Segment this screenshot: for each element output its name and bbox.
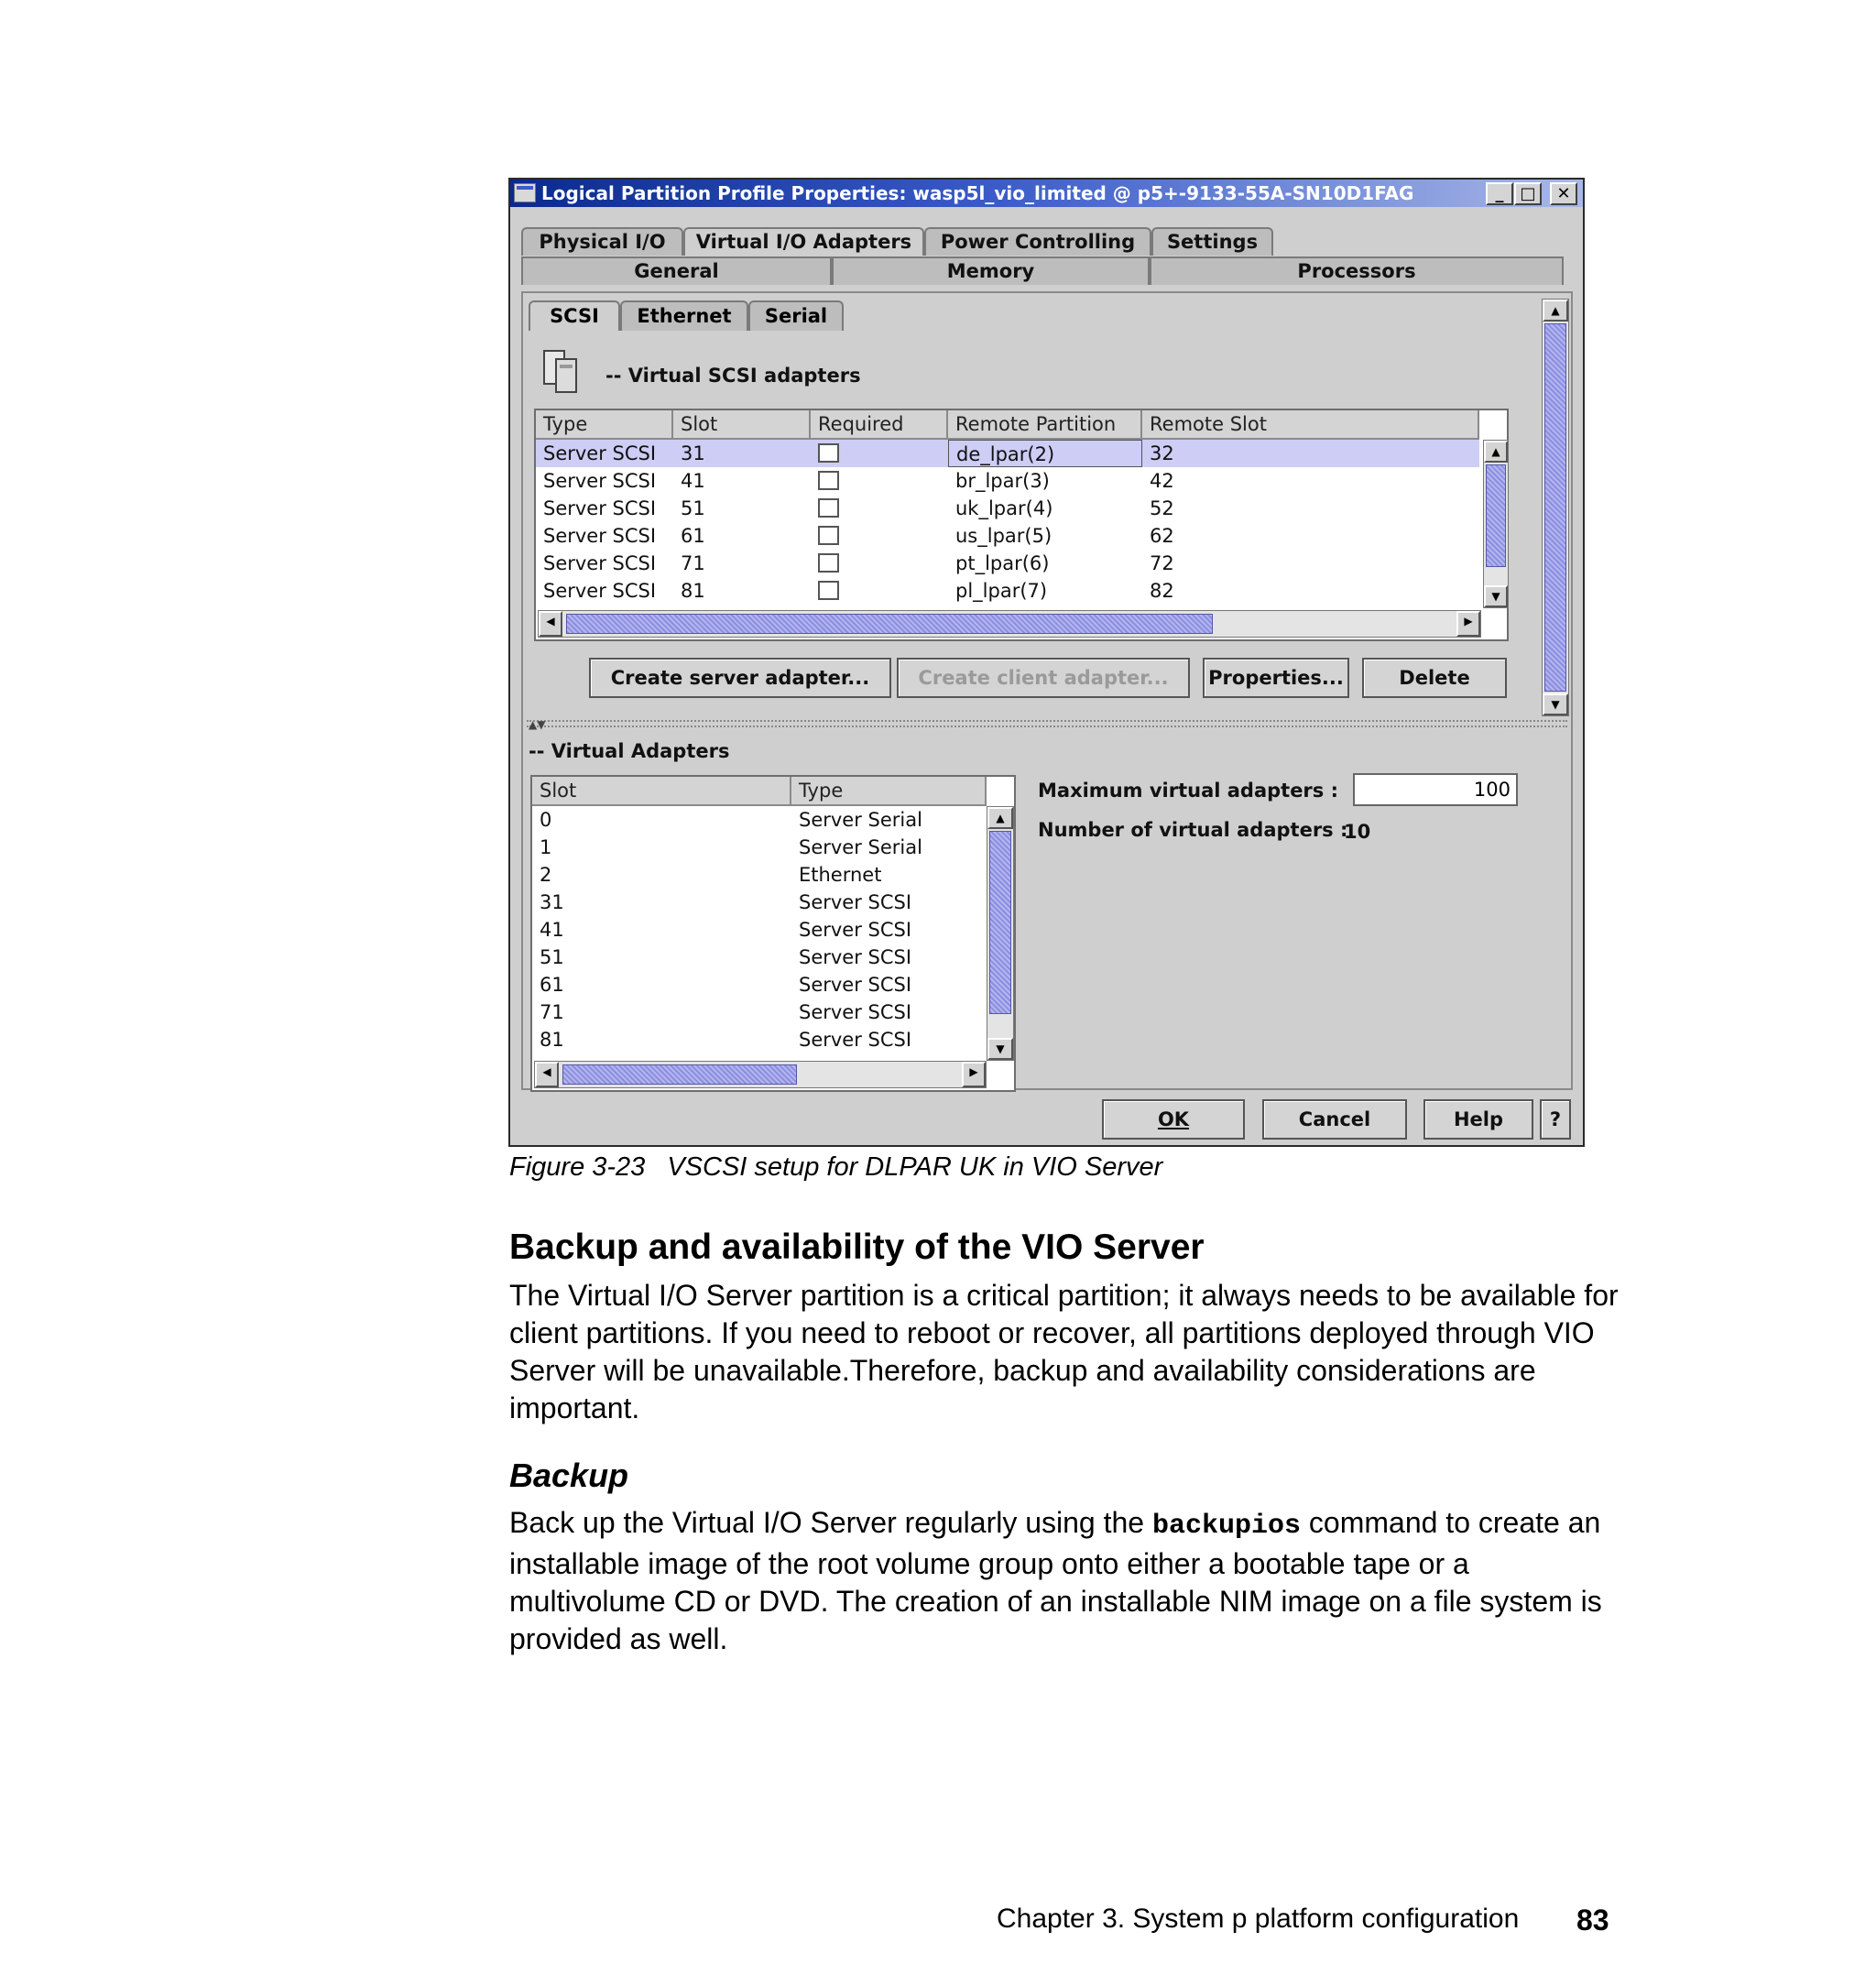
cell-slot: 61 <box>540 974 564 996</box>
tab-general[interactable]: General <box>521 256 832 285</box>
max-adapters-input[interactable]: 100 <box>1353 773 1518 806</box>
virtual-io-panel <box>521 291 1573 1090</box>
cell-slot: 0 <box>540 809 552 831</box>
partition-profile-dialog <box>508 178 1585 1147</box>
profile-tabs-top <box>521 227 1273 256</box>
scroll-left-icon[interactable]: ◀ <box>539 611 562 637</box>
cell-slot: 2 <box>540 864 552 886</box>
cell-type: Server SCSI <box>799 974 912 996</box>
cell-required <box>811 440 948 467</box>
cell-remote-slot: 62 <box>1150 525 1174 547</box>
cell-type: Server SCSI <box>543 497 657 519</box>
create-client-adapter-button[interactable]: Create client adapter... <box>897 658 1190 698</box>
cell-type: Server SCSI <box>543 442 657 464</box>
cell-remote-partition: uk_lpar(4) <box>955 497 1053 519</box>
scroll-right-icon[interactable]: ▶ <box>1456 611 1480 637</box>
cell-required <box>811 522 948 550</box>
num-adapters-value: 10 <box>1344 821 1371 843</box>
cell-type: Server SCSI <box>799 1001 912 1023</box>
scroll-up-icon[interactable]: ▲ <box>1484 441 1508 463</box>
cell-slot: 1 <box>540 836 552 858</box>
figure-caption <box>509 1152 1162 1183</box>
section-heading: Backup and availability of the VIO Server <box>509 1228 1205 1267</box>
col-type[interactable]: Type <box>791 777 987 806</box>
scsi-adapter-icon <box>543 350 571 387</box>
adapter-subtabs <box>529 300 844 331</box>
cell-slot: 71 <box>540 1001 564 1023</box>
cell-slot: 71 <box>681 552 705 574</box>
minimize-button[interactable]: _ <box>1486 182 1513 205</box>
cell-remote-partition: de_lpar(2) <box>948 440 1142 467</box>
tab-memory[interactable]: Memory <box>832 256 1150 285</box>
num-adapters-label: Number of virtual adapters : <box>1038 819 1348 841</box>
table-row[interactable] <box>536 495 1479 522</box>
tab-power-controlling[interactable]: Power Controlling <box>924 227 1151 256</box>
subtab-serial[interactable]: Serial <box>748 300 844 331</box>
cell-slot: 81 <box>681 580 705 602</box>
required-checkbox[interactable] <box>818 526 839 545</box>
col-type[interactable]: Type <box>536 410 673 440</box>
properties-button[interactable]: Properties... <box>1203 658 1349 698</box>
adapters-table-header <box>532 777 987 806</box>
scsi-adapters-table <box>534 409 1509 641</box>
split-pane-divider[interactable] <box>527 720 1567 727</box>
cell-remote-slot: 42 <box>1150 470 1174 492</box>
col-remote-slot[interactable]: Remote Slot <box>1142 410 1479 440</box>
scsi-table-header <box>536 410 1479 440</box>
col-required[interactable]: Required <box>811 410 948 440</box>
cell-slot: 51 <box>681 497 705 519</box>
scroll-thumb[interactable] <box>1486 464 1506 567</box>
cell-remote-partition: pl_lpar(7) <box>955 580 1048 602</box>
tab-settings[interactable]: Settings <box>1151 227 1273 256</box>
cell-remote-slot: 32 <box>1150 442 1174 464</box>
backupios-command: backupios <box>1151 1511 1302 1542</box>
cell-slot: 61 <box>681 525 705 547</box>
col-remote-partition[interactable]: Remote Partition <box>948 410 1142 440</box>
scsi-table-vscrollbar[interactable] <box>1483 440 1509 608</box>
maximize-button[interactable]: □ <box>1514 182 1542 205</box>
subtab-scsi[interactable]: SCSI <box>529 300 620 331</box>
scroll-thumb[interactable] <box>566 614 1213 634</box>
table-row[interactable] <box>532 834 987 861</box>
cell-remote-partition: pt_lpar(6) <box>955 552 1050 574</box>
virtual-adapters-label: -- Virtual Adapters <box>529 740 730 762</box>
cell-type: Ethernet <box>799 864 882 886</box>
table-row[interactable] <box>536 467 1479 495</box>
cell-remote-slot: 82 <box>1150 580 1174 602</box>
table-row[interactable] <box>536 577 1479 605</box>
intro-paragraph: The Virtual I/O Server partition is a critical partition; it always needs to be available for client partitions. If you need to reboot or recover, all partitions deployed through VIO Server will be unavailable.Therefore, backup and availability considerations are important. <box>509 1279 1619 1424</box>
table-row[interactable] <box>532 944 987 971</box>
cell-required <box>811 577 948 605</box>
scroll-up-icon[interactable]: ▲ <box>1543 300 1568 322</box>
figure-title: VSCSI setup for DLPAR UK in VIO Server <box>667 1152 1163 1182</box>
table-row[interactable] <box>532 1026 987 1053</box>
cell-slot: 31 <box>540 891 564 913</box>
cell-remote-slot: 52 <box>1150 497 1174 519</box>
table-row[interactable] <box>532 806 987 834</box>
table-row[interactable] <box>532 861 987 889</box>
figure-number: Figure 3-23 <box>509 1152 646 1182</box>
table-row[interactable] <box>532 916 987 944</box>
dialog-title: Logical Partition Profile Properties: wasp5l_vio_limited @ p5+-9133-55A-SN10D1FAG <box>541 182 1414 204</box>
window-icon <box>514 183 536 202</box>
table-row[interactable] <box>536 522 1479 550</box>
tab-processors[interactable]: Processors <box>1150 256 1564 285</box>
help-button[interactable]: Help <box>1423 1099 1533 1140</box>
profile-tabs-bottom <box>521 256 1564 285</box>
required-checkbox[interactable] <box>818 443 839 463</box>
subsection-heading: Backup <box>509 1457 629 1494</box>
split-arrows-icon[interactable]: ▲▼ <box>529 718 546 731</box>
cell-remote-slot: 72 <box>1150 552 1174 574</box>
scroll-down-icon[interactable]: ▼ <box>1543 693 1568 715</box>
cell-slot: 31 <box>681 442 705 464</box>
scroll-thumb[interactable] <box>1544 323 1566 692</box>
cell-type: Server SCSI <box>799 946 912 968</box>
required-checkbox[interactable] <box>818 498 839 518</box>
cell-type: Server Serial <box>799 836 922 858</box>
cell-type: Server SCSI <box>543 525 657 547</box>
context-help-button[interactable]: ? <box>1540 1099 1571 1140</box>
scroll-left-icon[interactable]: ◀ <box>535 1062 559 1087</box>
cell-required <box>811 550 948 577</box>
cell-remote-partition: us_lpar(5) <box>955 525 1053 547</box>
cell-slot: 51 <box>540 946 564 968</box>
scsi-section-label: -- Virtual SCSI adapters <box>605 365 861 387</box>
panel-vscrollbar[interactable] <box>1542 299 1569 716</box>
cell-slot: 81 <box>540 1029 564 1051</box>
backup-text-before: Back up the Virtual I/O Server regularly using the <box>509 1506 1152 1539</box>
page-number: 83 <box>1576 1904 1609 1937</box>
cell-slot: 41 <box>681 470 705 492</box>
cell-type: Server SCSI <box>543 552 657 574</box>
col-slot[interactable]: Slot <box>673 410 811 440</box>
close-button[interactable]: ✕ <box>1550 182 1577 205</box>
subtab-ethernet[interactable]: Ethernet <box>620 300 748 331</box>
col-slot[interactable]: Slot <box>532 777 791 806</box>
cell-required <box>811 467 948 495</box>
cell-type: Server SCSI <box>543 470 657 492</box>
cell-required <box>811 495 948 522</box>
tab-physical-io[interactable]: Physical I/O <box>521 227 683 256</box>
delete-button[interactable]: Delete <box>1362 658 1507 698</box>
cell-type: Server SCSI <box>799 1029 912 1051</box>
cell-type: Server SCSI <box>543 580 657 602</box>
required-checkbox[interactable] <box>818 471 839 490</box>
tab-virtual-io-adapters[interactable]: Virtual I/O Adapters <box>683 227 924 256</box>
table-row[interactable] <box>536 550 1479 577</box>
cancel-button[interactable]: Cancel <box>1262 1099 1407 1140</box>
required-checkbox[interactable] <box>818 553 839 573</box>
ok-button[interactable]: OK <box>1102 1099 1245 1140</box>
cell-slot: 41 <box>540 919 564 941</box>
scroll-thumb[interactable] <box>989 831 1011 1014</box>
dialog-titlebar[interactable] <box>510 180 1583 207</box>
cell-type: Server SCSI <box>799 919 912 941</box>
table-row[interactable] <box>536 440 1479 467</box>
cell-remote-partition: br_lpar(3) <box>955 470 1050 492</box>
backup-text-after: command to create an installable image of the root volume group onto either a bootable tape or a multivolume CD or DVD. The creation of an installable NIM image on a file system is provided as well. <box>509 1506 1602 1655</box>
required-checkbox[interactable] <box>818 581 839 600</box>
backup-paragraph <box>509 1504 1627 1658</box>
table-row[interactable] <box>532 971 987 998</box>
scroll-up-icon[interactable]: ▲ <box>987 807 1013 829</box>
create-server-adapter-button[interactable]: Create server adapter... <box>589 658 891 698</box>
cell-type: Server SCSI <box>799 891 912 913</box>
chapter-footer: Chapter 3. System p platform configuration <box>997 1904 1520 1934</box>
adapters-table-vscrollbar[interactable] <box>987 806 1014 1061</box>
table-row[interactable] <box>532 998 987 1026</box>
scroll-down-icon[interactable]: ▼ <box>1484 585 1508 607</box>
scsi-table-hscrollbar[interactable] <box>538 610 1481 638</box>
table-row[interactable] <box>532 889 987 916</box>
cell-type: Server Serial <box>799 809 922 831</box>
virtual-adapters-table <box>530 775 1016 1092</box>
scroll-right-icon[interactable]: ▶ <box>962 1062 986 1087</box>
max-adapters-label: Maximum virtual adapters : <box>1038 780 1339 802</box>
scroll-down-icon[interactable]: ▼ <box>987 1038 1013 1060</box>
adapters-table-hscrollbar[interactable] <box>534 1061 987 1088</box>
scroll-thumb[interactable] <box>562 1064 797 1085</box>
